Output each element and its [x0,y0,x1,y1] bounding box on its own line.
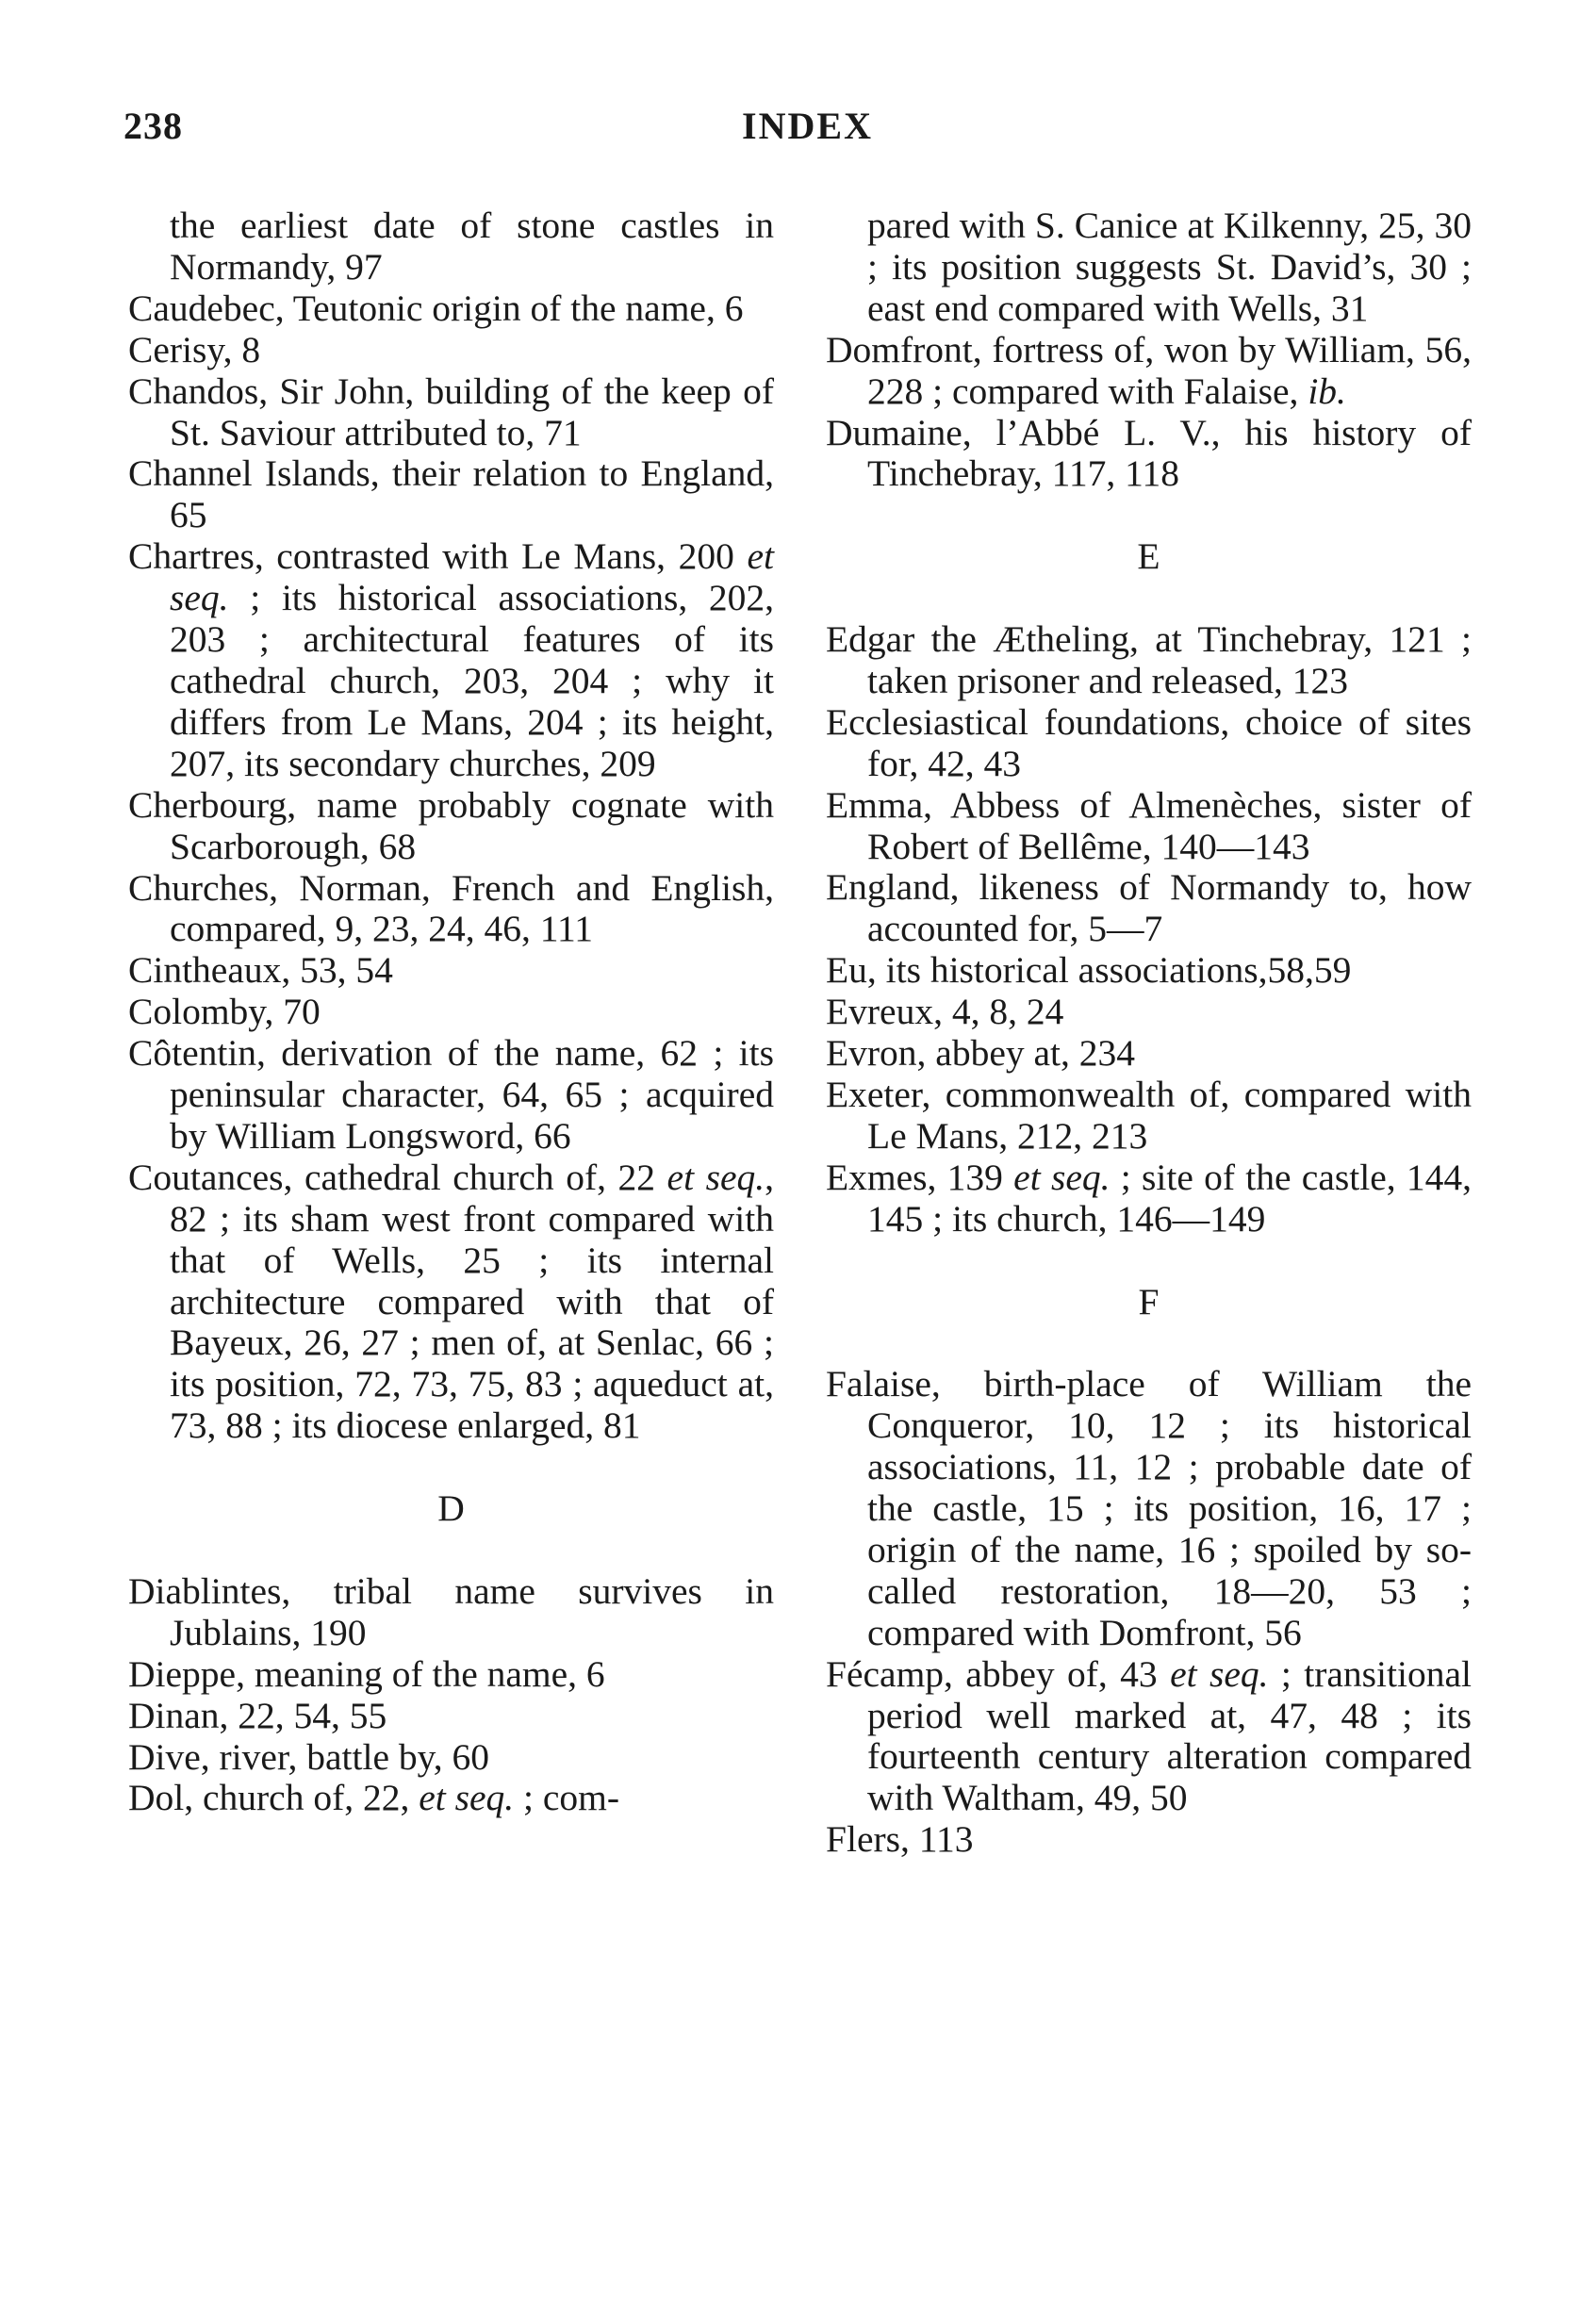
section-letter: E [1137,535,1160,578]
index-entry: Churches, Norman, French and English, compared, 9, 23, 24, 46, 111 [128,866,774,950]
index-entry: Caudebec, Teutonic origin of the name, 6 [128,287,744,329]
index-entry-continued: pared with S. Canice at Kilkenny, 25, 30 ; its position suggests St. David’s, 30 ; east end compared with Wells, 31 [867,205,1472,329]
index-entry: Flers, 113 [826,1818,974,1861]
right-column [826,205,1472,1861]
index-entry: Emma, Abbess of Almenèches, sister of Robert of Bellême, 140—143 [826,783,1472,867]
section-letter: D [437,1487,465,1530]
index-entry: Côtentin, derivation of the name, 62 ; its peninsular character, 64, 65 ; acquired by William Longsword, 66 [128,1032,774,1157]
index-entry: Diablintes, tribal name survives in Jublains, 190 [128,1569,774,1653]
index-entry: Exmes, 139 et seq. ; site of the castle, 144, 145 ; its church, 146—149 [826,1156,1472,1240]
index-entry: England, likeness of Normandy to, how accounted for, 5—7 [826,866,1472,950]
index-entry: Evron, abbey at, 234 [826,1032,1135,1075]
index-entry: Dinan, 22, 54, 55 [128,1694,387,1736]
index-entry: Dive, river, battle by, 60 [128,1735,490,1778]
index-entry: Falaise, birth-place of William the Conqueror, 10, 12 ; its historical associations, 11, 12 ; probable date of the castle, 15 ; its position, 16, 17 ; origin of the name, 16 ; spoiled by so-called restoration, 18—20, 53 ; compared with Domfront, 56 [826,1363,1472,1653]
index-entry: Cerisy, 8 [128,328,261,370]
index-entry: Dol, church of, 22, et seq. ; com- [128,1777,620,1819]
index-entry: Domfront, fortress of, won by William, 56, 228 ; compared with Falaise, ib. [826,328,1472,412]
index-entry: Channel Islands, their relation to England, 65 [128,452,774,536]
index-entry: Chartres, contrasted with Le Mans, 200 et seq. ; its historical associations, 202, 203 ; architectural features of its cathedral church, 203, 204 ; why it differs from Le Mans, 204 ; its height, 207, its secondary churches, 209 [128,535,774,784]
index-entry: Edgar the Ætheling, at Tinchebray, 121 ; taken prisoner and released, 123 [826,618,1472,701]
index-entry-continued: the earliest date of stone castles in Normandy, 97 [170,205,774,287]
index-entry: Cintheaux, 53, 54 [128,949,393,992]
index-entry: Exeter, commonwealth of, compared with Le Mans, 212, 213 [826,1074,1472,1157]
left-column [128,205,774,1819]
index-entry: Coutances, cathedral church of, 22 et seq., 82 ; its sham west front compared with that of Wells, 25 ; its internal architecture compared with that of Bayeux, 26, 27 ; men of, at Senlac, 66 ; its position, 72, 73, 75, 83 ; aqueduct at, 73, 88 ; its diocese enlarged, 81 [128,1156,774,1447]
index-entry: Cherbourg, name probably cognate with Scarborough, 68 [128,783,774,867]
index-entry: Dieppe, meaning of the name, 6 [128,1652,605,1695]
index-entry: Dumaine, l’Abbé L. V., his history of Tinchebray, 117, 118 [826,411,1472,495]
page-number: 238 [123,105,183,147]
index-entry: Colomby, 70 [128,991,321,1033]
index-entry: Ecclesiastical foundations, choice of sites for, 42, 43 [826,700,1472,784]
index-entry: Chandos, Sir John, building of the keep of St. Saviour attributed to, 71 [128,369,774,453]
running-head-title: INDEX [742,105,873,147]
index-entry: Fécamp, abbey of, 43 et seq. ; transitional period well marked at, 47, 48 ; its fourteenth century alteration compared with Waltham, 49, 50 [826,1652,1472,1819]
section-letter: F [1138,1280,1160,1322]
index-entry: Eu, its historical associations,58,59 [826,949,1352,992]
index-entry: Evreux, 4, 8, 24 [826,991,1064,1033]
